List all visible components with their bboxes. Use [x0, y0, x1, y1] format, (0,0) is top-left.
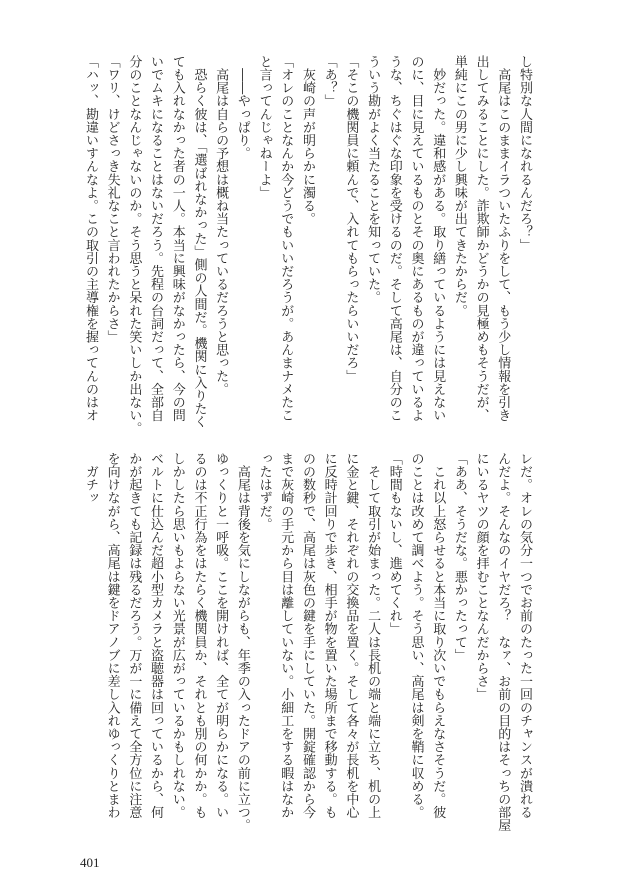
page-number: 401	[80, 855, 100, 870]
text-column: 単純にこの男に少し興味が出てきたからだ。	[451, 55, 467, 317]
text-column: かが起きても記録は残るだろう。万が一に備えて全方位に注意	[126, 452, 142, 819]
text-column: 「オレのことなんか今どうでもいいだろうが。あんまナメたこ	[278, 55, 294, 422]
text-column: んだよ。そんなのイヤだろ？ なァ、お前の目的はそっちの部屋	[495, 452, 511, 832]
text-column: 恐らく彼は、「選ばれなかった」側の人間だ。機関に入りたく	[191, 55, 207, 429]
text-column: にいるヤツの顔を拝むことなんだからさ」	[473, 452, 489, 701]
text-column: るのは不正行為をはたらく機関員か、それとも別の何かか。も	[191, 452, 207, 819]
text-column: 「ああ、そうだな。悪かったって」	[451, 452, 467, 662]
text-column: レだ。オレの気分一つでお前のたった一回のチャンスが潰れる	[517, 452, 532, 819]
text-column: ベルトに仕込んだ超小型カメラと盗聴器は回っているから、何	[148, 452, 164, 819]
text-column: 高尾は自らの予想は概ね当たっているだろうと思った。	[213, 55, 229, 396]
text-column: 「時間もないし、進めてくれ」	[386, 452, 402, 636]
text-column: と言ってんじゃねーよ」	[256, 55, 272, 200]
text-column: 「ハッ、勘違いすんなよ。この取引の主導権を握ってんのはオ	[82, 55, 98, 422]
text-column: これ以上怒らせると本当に取り次いでもらえなさそうだ。彼	[430, 452, 446, 819]
text-column: し特別な人間になれるんだろ？」	[517, 55, 532, 252]
text-column: のの数秒で、高尾は灰色の鍵を手にしていた。開錠確認から今	[299, 452, 315, 819]
text-column: 「ワリ、けどさっき失礼なこと言われたからさ」	[104, 55, 120, 344]
text-column: ガチッ	[82, 452, 98, 505]
text-column: に反時計回りで歩き、相手が物を置いた場所まで移動する。も	[321, 452, 337, 819]
text-column: ういう勘がよく当たることを知っていた。	[365, 55, 381, 304]
text-column: のに、目に見えているものとその奥にあるものが違っているよ	[408, 55, 424, 422]
upper-text-block	[79, 55, 535, 439]
text-column: ったはずだ。	[256, 452, 272, 531]
text-column: うな、ちぐはぐな印象を受けるのだ。そして高尾は、自分のこ	[386, 55, 402, 422]
text-column: 分のことなんじゃないのか。そう思うと呆れた笑いしか出ない。	[126, 55, 142, 435]
text-column: 高尾は背後を気にしながらも、年季の入ったドアの前に立つ。	[234, 452, 250, 832]
text-column: そして取引が始まった。二人は長机の端と端に立ち、机の上	[365, 452, 381, 819]
text-column: を向けながら、高尾は鍵をドアノブに差し入れゆっくりとまわ	[104, 452, 120, 819]
text-column: ――やっぱり。	[234, 55, 250, 160]
text-column: ても入れなかった者の一人。本当に興味がなかったら、今の問	[169, 55, 185, 422]
text-column: 高尾はこのままイラついたふりをして、もう少し情報を引き	[495, 55, 511, 422]
text-column: 妙だった。違和感がある。取り繕っているようには見えない	[430, 55, 446, 422]
text-column: 「あ？」	[321, 55, 337, 108]
text-column: ゆっくりと一呼吸。ここを開ければ、全てが明らかになる。い	[213, 452, 229, 819]
text-column: 出してみることにした。詐欺師かどうかの見極めもそうだが、	[473, 55, 489, 422]
lower-text-block	[79, 452, 535, 836]
text-column: のことは改めて調べよう。そう思い、高尾は剣を鞘に収める。	[408, 452, 424, 819]
text-column: 灰崎の声が明らかに濁る。	[299, 55, 315, 226]
text-column: いでムキになることはないだろう。先程の台詞だって、全部自	[148, 55, 164, 422]
text-column: しかしたら思いもよらない光景が広がっているかもしれない。	[169, 452, 185, 819]
text-column: に金と鍵、それぞれの交換品を置く。そして各々が長机を中心	[343, 452, 359, 819]
text-column: 「そこの機関員に頼んで、入れてもらったらいいだろ」	[343, 55, 359, 383]
text-column: まで灰崎の手元から目は離していない。小細工をする暇はなか	[278, 452, 294, 819]
